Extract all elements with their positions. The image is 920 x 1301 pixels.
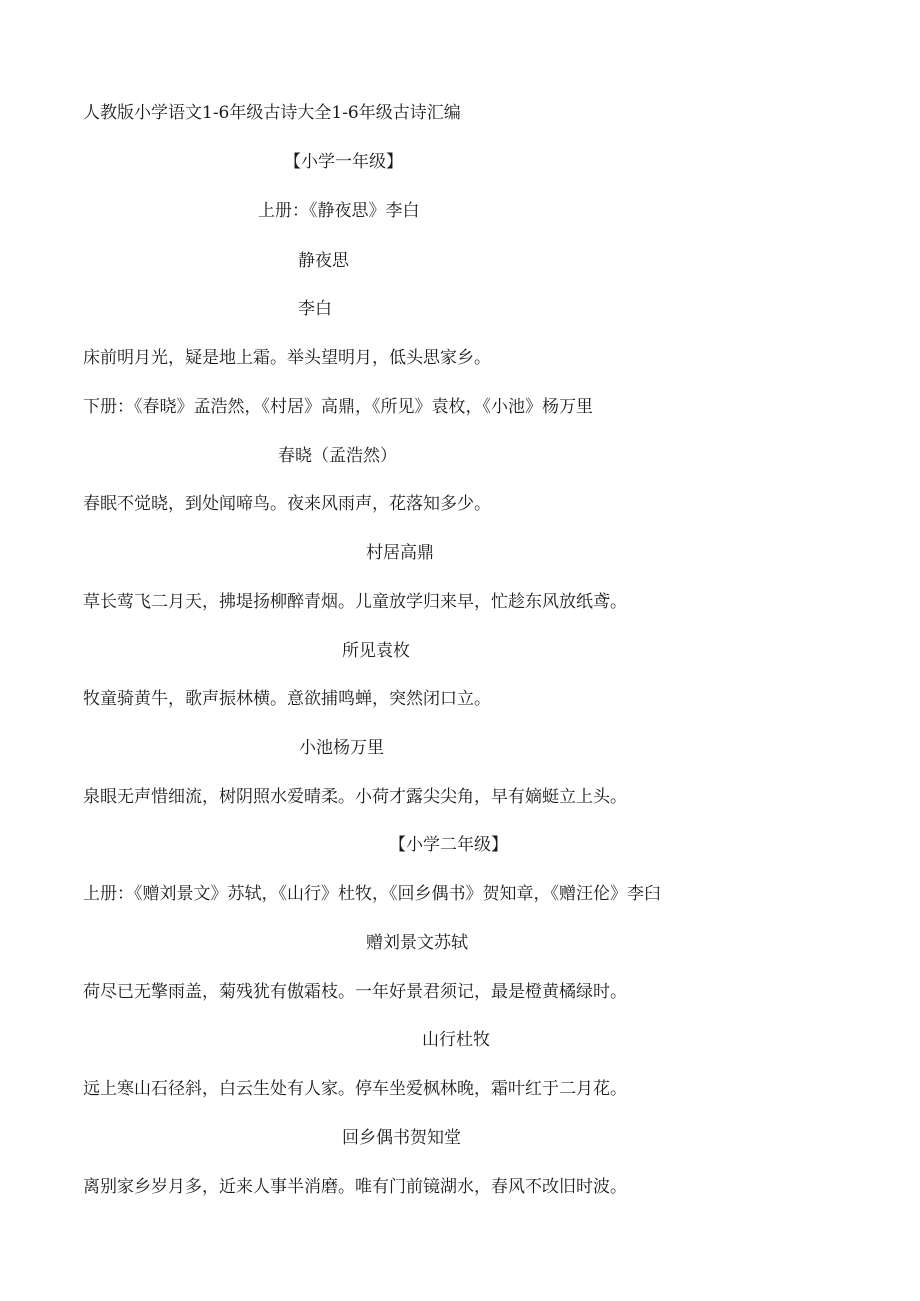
grade2-heading: 【小学二年级】 <box>389 835 508 855</box>
poem-title: 小池杨万里 <box>299 738 384 758</box>
grade1-heading: 【小学一年级】 <box>284 152 403 172</box>
poem-title: 山行杜牧 <box>422 1030 490 1050</box>
poem-text: 远上寒山石径斜，白云生处有人家。停车坐爱枫林晚，霜叶红于二月花。 <box>83 1079 627 1099</box>
grade1-vol1: 上册：《静夜思》李白 <box>258 201 420 221</box>
document-title: 人教版小学语文1-6年级古诗大全1-6年级古诗汇编 <box>83 103 461 123</box>
poem-title: 回乡偶书贺知堂 <box>342 1128 461 1148</box>
poem-text: 床前明月光，疑是地上霜。举头望明月，低头思家乡。 <box>83 348 491 368</box>
poem-title: 春晓（孟浩然） <box>278 446 397 466</box>
poem-text: 春眠不觉晓，到处闻啼鸟。夜来风雨声，花落知多少。 <box>83 494 491 514</box>
poem-title: 所见袁枚 <box>342 641 410 661</box>
poem-title: 静夜思 <box>298 251 349 271</box>
grade1-vol2: 下册：《春晓》孟浩然，《村居》高鼎，《所见》袁枚，《小池》杨万里 <box>83 397 593 417</box>
poem-title: 赠刘景文苏轼 <box>366 933 468 953</box>
poem-text: 草长莺飞二月天，拂堤扬柳醉青烟。儿童放学归来早，忙趁东风放纸鸢。 <box>83 592 627 612</box>
poem-title: 村居高鼎 <box>366 543 434 563</box>
grade2-vol1: 上册：《赠刘景文》苏轼，《山行》杜牧，《回乡偶书》贺知章，《赠汪伦》李臼 <box>83 884 661 904</box>
poem-text: 荷尽已无擎雨盖，菊残犹有傲霜枝。一年好景君须记，最是橙黄橘绿时。 <box>83 982 627 1002</box>
poem-text: 离别家乡岁月多，近来人事半消磨。唯有门前镜湖水，春风不改旧时波。 <box>83 1177 627 1197</box>
poem-text: 泉眼无声惜细流，树阴照水爱晴柔。小荷才露尖尖角，早有嫡蜓立上头。 <box>83 787 627 807</box>
poem-author: 李白 <box>298 299 332 319</box>
poem-text: 牧童骑黄牛，歌声振林横。意欲捕鸣蝉，突然闭口立。 <box>83 689 491 709</box>
